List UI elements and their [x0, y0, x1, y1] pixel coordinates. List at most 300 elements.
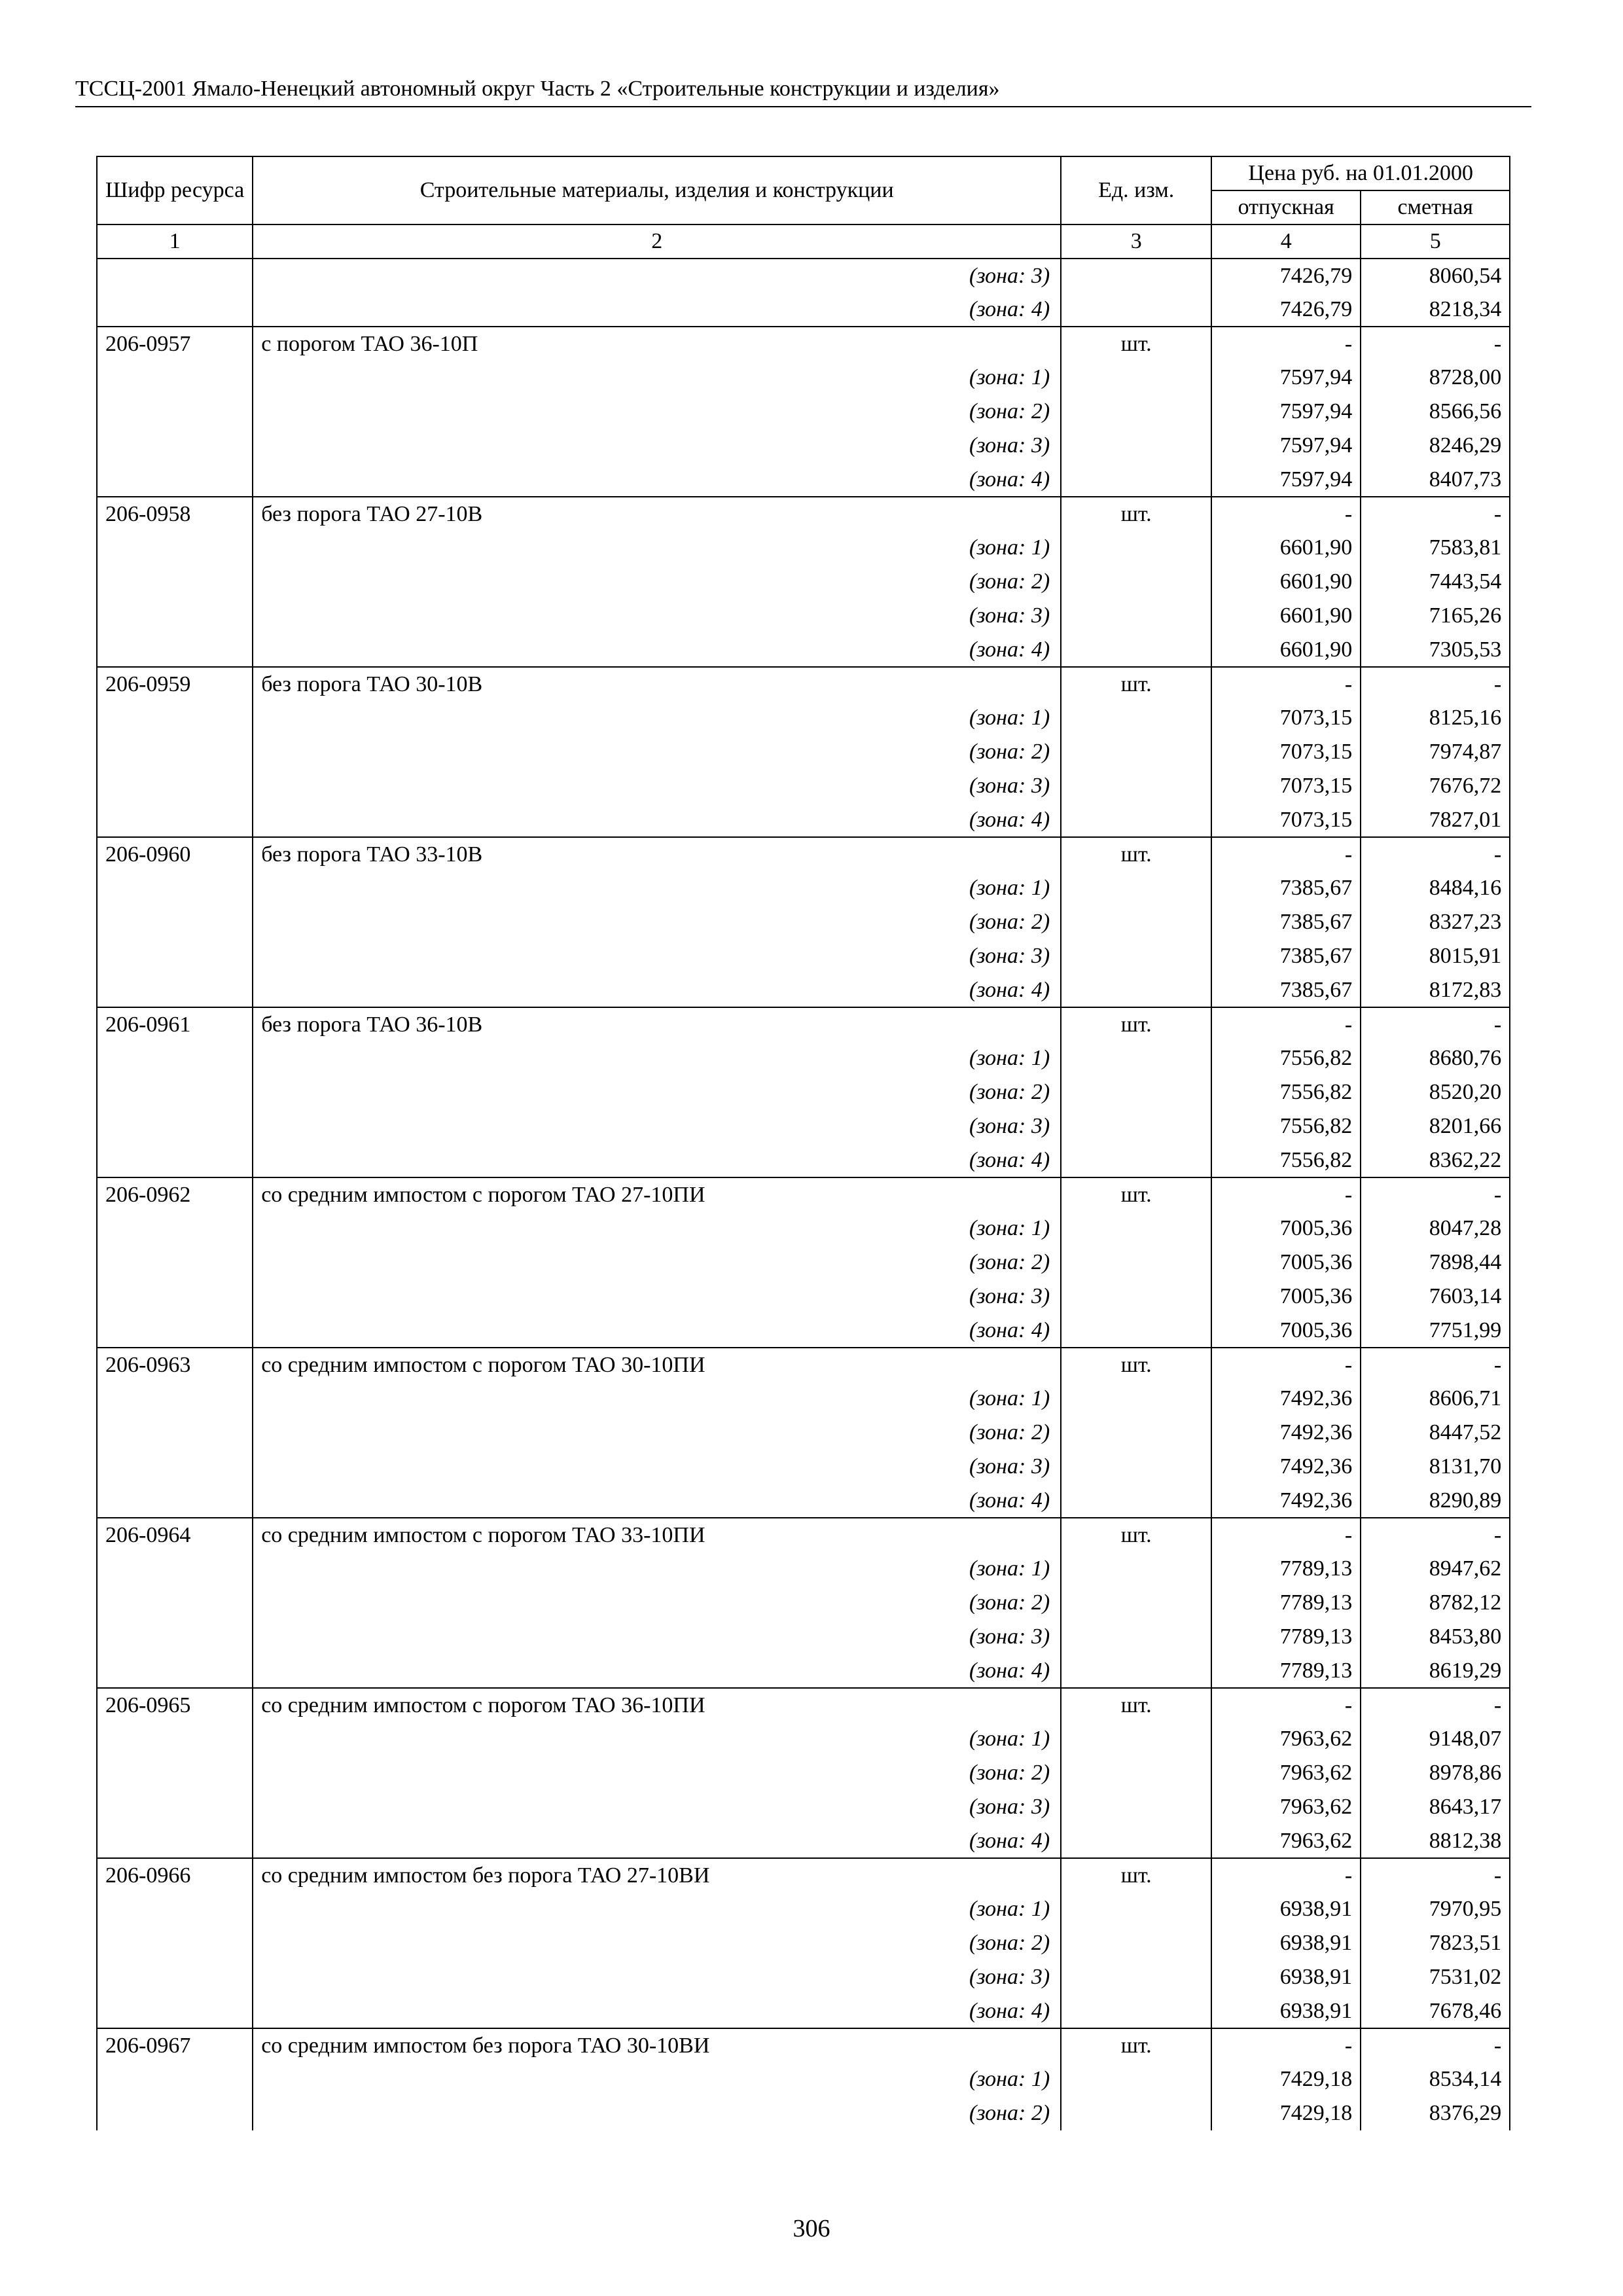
resource-row	[97, 1007, 1510, 1041]
resource-code-cell	[97, 395, 253, 429]
zone-label: (зона: 3)	[253, 769, 1061, 803]
unit-cell	[1061, 1041, 1211, 1075]
estimate-price: 8606,71	[1361, 1382, 1510, 1416]
zone-label: (зона: 2)	[253, 395, 1061, 429]
zone-row	[97, 1756, 1510, 1790]
estimate-price: 8362,22	[1361, 1143, 1510, 1177]
release-price: 7963,62	[1211, 1722, 1361, 1756]
release-price: -	[1211, 1858, 1361, 1892]
release-price: 7789,13	[1211, 1620, 1361, 1654]
unit-cell	[1061, 905, 1211, 939]
resource-code-cell	[97, 1790, 253, 1824]
zone-label: (зона: 2)	[253, 1756, 1061, 1790]
release-price: 7073,15	[1211, 769, 1361, 803]
table-body	[97, 259, 1510, 2130]
zone-label: (зона: 3)	[253, 1620, 1061, 1654]
column-numbers-row	[97, 224, 1510, 259]
unit-cell	[1061, 259, 1211, 293]
zone-row	[97, 293, 1510, 327]
resource-code-cell	[97, 1075, 253, 1109]
unit-cell	[1061, 701, 1211, 735]
estimate-price: -	[1361, 1177, 1510, 1211]
table-header	[97, 156, 1510, 259]
resource-code-cell	[97, 599, 253, 633]
resource-row	[97, 667, 1510, 701]
resource-code-cell	[97, 1620, 253, 1654]
zone-label: (зона: 3)	[253, 1109, 1061, 1143]
release-price: 7963,62	[1211, 1756, 1361, 1790]
zone-row	[97, 1280, 1510, 1314]
header-material: Строительные материалы, изделия и конструкции	[253, 156, 1061, 224]
resource-code-cell	[97, 1280, 253, 1314]
release-price: -	[1211, 1518, 1361, 1552]
zone-label: (зона: 1)	[253, 1382, 1061, 1416]
estimate-price: 8201,66	[1361, 1109, 1510, 1143]
resource-code: 206-0966	[97, 1858, 253, 1892]
release-price: -	[1211, 1177, 1361, 1211]
zone-label: (зона: 4)	[253, 973, 1061, 1007]
zone-label: (зона: 3)	[253, 1450, 1061, 1484]
zone-label: (зона: 4)	[253, 803, 1061, 837]
unit-cell	[1061, 429, 1211, 463]
estimate-price: 8812,38	[1361, 1824, 1510, 1858]
estimate-price: 7603,14	[1361, 1280, 1510, 1314]
resource-row	[97, 1688, 1510, 1722]
resource-code: 206-0960	[97, 837, 253, 871]
estimate-price: 7678,46	[1361, 1994, 1510, 2028]
resource-code-cell	[97, 1246, 253, 1280]
zone-label: (зона: 1)	[253, 1552, 1061, 1586]
release-price: 6938,91	[1211, 1994, 1361, 2028]
zone-row	[97, 769, 1510, 803]
zone-row	[97, 1960, 1510, 1994]
resource-code: 206-0965	[97, 1688, 253, 1722]
zone-label: (зона: 4)	[253, 1824, 1061, 1858]
unit-cell	[1061, 1824, 1211, 1858]
estimate-price: 8125,16	[1361, 701, 1510, 735]
zone-label: (зона: 1)	[253, 701, 1061, 735]
zone-label: (зона: 3)	[253, 599, 1061, 633]
zone-row	[97, 1075, 1510, 1109]
unit-cell	[1061, 565, 1211, 599]
unit-cell	[1061, 1960, 1211, 1994]
resource-row	[97, 327, 1510, 361]
zone-label: (зона: 2)	[253, 1586, 1061, 1620]
unit-cell	[1061, 531, 1211, 565]
unit-cell	[1061, 463, 1211, 497]
unit-cell	[1061, 2096, 1211, 2130]
zone-label: (зона: 2)	[253, 1926, 1061, 1960]
resource-name: со средним импостом с порогом ТАО 36-10ПИ	[253, 1688, 1061, 1722]
zone-label: (зона: 3)	[253, 1280, 1061, 1314]
zone-row	[97, 871, 1510, 905]
estimate-price: 8643,17	[1361, 1790, 1510, 1824]
release-price: 7556,82	[1211, 1109, 1361, 1143]
resource-row	[97, 2028, 1510, 2062]
zone-row	[97, 2096, 1510, 2130]
release-price: 7492,36	[1211, 1484, 1361, 1518]
resource-code-cell	[97, 531, 253, 565]
unit-cell	[1061, 1654, 1211, 1688]
column-number: 1	[97, 224, 253, 259]
resource-unit: шт.	[1061, 1858, 1211, 1892]
column-number: 2	[253, 224, 1061, 259]
resource-code-cell	[97, 973, 253, 1007]
zone-label: (зона: 4)	[253, 1484, 1061, 1518]
release-price: 7492,36	[1211, 1416, 1361, 1450]
unit-cell	[1061, 1620, 1211, 1654]
release-price: 7963,62	[1211, 1824, 1361, 1858]
estimate-price: 8376,29	[1361, 2096, 1510, 2130]
resource-code-cell	[97, 803, 253, 837]
unit-cell	[1061, 293, 1211, 327]
zone-row	[97, 361, 1510, 395]
zone-row	[97, 1109, 1510, 1143]
release-price: 7385,67	[1211, 939, 1361, 973]
zone-row	[97, 1416, 1510, 1450]
resource-code-cell	[97, 1382, 253, 1416]
estimate-price: -	[1361, 1858, 1510, 1892]
zone-label: (зона: 4)	[253, 1654, 1061, 1688]
resource-code-cell	[97, 735, 253, 769]
estimate-price: 8453,80	[1361, 1620, 1510, 1654]
zone-label: (зона: 2)	[253, 735, 1061, 769]
release-price: 6938,91	[1211, 1926, 1361, 1960]
resource-code-cell	[97, 871, 253, 905]
unit-cell	[1061, 1416, 1211, 1450]
resource-code: 206-0967	[97, 2028, 253, 2062]
resource-code: 206-0963	[97, 1348, 253, 1382]
estimate-price: 8327,23	[1361, 905, 1510, 939]
zone-label: (зона: 1)	[253, 871, 1061, 905]
estimate-price: 7827,01	[1361, 803, 1510, 837]
unit-cell	[1061, 1994, 1211, 2028]
zone-label: (зона: 3)	[253, 429, 1061, 463]
resource-code-cell	[97, 905, 253, 939]
unit-cell	[1061, 1382, 1211, 1416]
resource-row	[97, 837, 1510, 871]
estimate-price: 7970,95	[1361, 1892, 1510, 1926]
estimate-price: -	[1361, 497, 1510, 531]
zone-row	[97, 599, 1510, 633]
zone-row	[97, 1586, 1510, 1620]
column-number: 5	[1361, 224, 1510, 259]
estimate-price: 8060,54	[1361, 259, 1510, 293]
release-price: -	[1211, 1007, 1361, 1041]
resource-code-cell	[97, 1450, 253, 1484]
unit-cell	[1061, 361, 1211, 395]
release-price: 6601,90	[1211, 633, 1361, 667]
estimate-price: -	[1361, 1348, 1510, 1382]
estimate-price: 8131,70	[1361, 1450, 1510, 1484]
estimate-price: 7583,81	[1361, 531, 1510, 565]
estimate-price: 7823,51	[1361, 1926, 1510, 1960]
release-price: 6938,91	[1211, 1960, 1361, 1994]
unit-cell	[1061, 1756, 1211, 1790]
zone-row	[97, 1892, 1510, 1926]
estimate-price: 8520,20	[1361, 1075, 1510, 1109]
resource-name: со средним импостом без порога ТАО 27-10ВИ	[253, 1858, 1061, 1892]
release-price: 7385,67	[1211, 905, 1361, 939]
resource-code-cell	[97, 259, 253, 293]
estimate-price: 8290,89	[1361, 1484, 1510, 1518]
resource-unit: шт.	[1061, 1177, 1211, 1211]
zone-row	[97, 939, 1510, 973]
resource-code-cell	[97, 2062, 253, 2096]
estimate-price: 7305,53	[1361, 633, 1510, 667]
unit-cell	[1061, 1109, 1211, 1143]
estimate-price: 8484,16	[1361, 871, 1510, 905]
release-price: 7005,36	[1211, 1314, 1361, 1348]
zone-row	[97, 905, 1510, 939]
unit-cell	[1061, 633, 1211, 667]
unit-cell	[1061, 1586, 1211, 1620]
unit-cell	[1061, 599, 1211, 633]
unit-cell	[1061, 1143, 1211, 1177]
unit-cell	[1061, 1790, 1211, 1824]
resource-row	[97, 1177, 1510, 1211]
header-unit: Ед. изм.	[1061, 156, 1211, 224]
zone-row	[97, 1382, 1510, 1416]
estimate-price: 8407,73	[1361, 463, 1510, 497]
unit-cell	[1061, 939, 1211, 973]
resource-unit: шт.	[1061, 667, 1211, 701]
release-price: 7073,15	[1211, 701, 1361, 735]
running-header: ТССЦ-2001 Ямало-Ненецкий автономный округ Часть 2 «Строительные конструкции и изделия»	[75, 77, 1000, 101]
unit-cell	[1061, 1314, 1211, 1348]
release-price: 7597,94	[1211, 429, 1361, 463]
resource-code-cell	[97, 2096, 253, 2130]
release-price: 7426,79	[1211, 293, 1361, 327]
unit-cell	[1061, 735, 1211, 769]
unit-cell	[1061, 871, 1211, 905]
resource-name: без порога ТАО 33-10В	[253, 837, 1061, 871]
release-price: 7385,67	[1211, 973, 1361, 1007]
zone-row	[97, 1620, 1510, 1654]
resource-name: со средним импостом с порогом ТАО 33-10ПИ	[253, 1518, 1061, 1552]
resource-code-cell	[97, 1926, 253, 1960]
estimate-price: 8047,28	[1361, 1211, 1510, 1246]
resource-name: со средним импостом с порогом ТАО 27-10ПИ	[253, 1177, 1061, 1211]
release-price: 6938,91	[1211, 1892, 1361, 1926]
zone-label: (зона: 2)	[253, 2096, 1061, 2130]
estimate-price: 8246,29	[1361, 429, 1510, 463]
resource-name: без порога ТАО 27-10В	[253, 497, 1061, 531]
header-release-price: отпускная	[1211, 190, 1361, 224]
resource-unit: шт.	[1061, 1518, 1211, 1552]
price-table	[96, 156, 1510, 2130]
unit-cell	[1061, 769, 1211, 803]
estimate-price: 7531,02	[1361, 1960, 1510, 1994]
resource-name: без порога ТАО 30-10В	[253, 667, 1061, 701]
resource-code-cell	[97, 1756, 253, 1790]
zone-row	[97, 1211, 1510, 1246]
estimate-price: 8680,76	[1361, 1041, 1510, 1075]
resource-code: 206-0962	[97, 1177, 253, 1211]
zone-row	[97, 1246, 1510, 1280]
zone-label: (зона: 1)	[253, 361, 1061, 395]
zone-label: (зона: 4)	[253, 1314, 1061, 1348]
release-price: 7429,18	[1211, 2062, 1361, 2096]
unit-cell	[1061, 803, 1211, 837]
estimate-price: 7898,44	[1361, 1246, 1510, 1280]
zone-label: (зона: 2)	[253, 1416, 1061, 1450]
zone-label: (зона: 3)	[253, 1960, 1061, 1994]
resource-name: без порога ТАО 36-10В	[253, 1007, 1061, 1041]
resource-code-cell	[97, 1994, 253, 2028]
zone-row	[97, 701, 1510, 735]
resource-code-cell	[97, 1824, 253, 1858]
zone-row	[97, 1143, 1510, 1177]
resource-row	[97, 497, 1510, 531]
release-price: 7005,36	[1211, 1280, 1361, 1314]
estimate-price: 8015,91	[1361, 939, 1510, 973]
zone-label: (зона: 3)	[253, 1790, 1061, 1824]
release-price: 7556,82	[1211, 1143, 1361, 1177]
estimate-price: 8218,34	[1361, 293, 1510, 327]
resource-name: с порогом ТАО 36-10П	[253, 327, 1061, 361]
resource-code-cell	[97, 429, 253, 463]
zone-label: (зона: 2)	[253, 1246, 1061, 1280]
resource-name: со средним импостом с порогом ТАО 30-10ПИ	[253, 1348, 1061, 1382]
release-price: 7789,13	[1211, 1552, 1361, 1586]
zone-label: (зона: 2)	[253, 565, 1061, 599]
zone-row	[97, 429, 1510, 463]
header-rule	[75, 106, 1531, 107]
release-price: -	[1211, 327, 1361, 361]
zone-label: (зона: 4)	[253, 1994, 1061, 2028]
zone-row	[97, 633, 1510, 667]
zone-row	[97, 1654, 1510, 1688]
resource-code-cell	[97, 939, 253, 973]
release-price: -	[1211, 667, 1361, 701]
zone-row	[97, 1790, 1510, 1824]
resource-code-cell	[97, 565, 253, 599]
estimate-price: 8172,83	[1361, 973, 1510, 1007]
resource-code: 206-0957	[97, 327, 253, 361]
release-price: 7556,82	[1211, 1041, 1361, 1075]
release-price: 7385,67	[1211, 871, 1361, 905]
release-price: 7789,13	[1211, 1586, 1361, 1620]
resource-code: 206-0959	[97, 667, 253, 701]
resource-code-cell	[97, 1416, 253, 1450]
release-price: 7005,36	[1211, 1246, 1361, 1280]
estimate-price: 8619,29	[1361, 1654, 1510, 1688]
resource-unit: шт.	[1061, 1688, 1211, 1722]
header-price-group: Цена руб. на 01.01.2000	[1211, 156, 1510, 190]
unit-cell	[1061, 973, 1211, 1007]
resource-unit: шт.	[1061, 1007, 1211, 1041]
resource-unit: шт.	[1061, 1348, 1211, 1382]
zone-row	[97, 1824, 1510, 1858]
zone-label: (зона: 2)	[253, 1075, 1061, 1109]
header-estimate-price: сметная	[1361, 190, 1510, 224]
estimate-price: 8534,14	[1361, 2062, 1510, 2096]
resource-code-cell	[97, 293, 253, 327]
release-price: -	[1211, 1348, 1361, 1382]
resource-code-cell	[97, 1484, 253, 1518]
estimate-price: -	[1361, 2028, 1510, 2062]
release-price: 7492,36	[1211, 1382, 1361, 1416]
resource-row	[97, 1348, 1510, 1382]
estimate-price: 8447,52	[1361, 1416, 1510, 1450]
unit-cell	[1061, 1722, 1211, 1756]
zone-row	[97, 973, 1510, 1007]
unit-cell	[1061, 1211, 1211, 1246]
estimate-price: 7974,87	[1361, 735, 1510, 769]
zone-label: (зона: 3)	[253, 939, 1061, 973]
estimate-price: 8728,00	[1361, 361, 1510, 395]
resource-code-cell	[97, 361, 253, 395]
zone-row	[97, 1484, 1510, 1518]
unit-cell	[1061, 1280, 1211, 1314]
resource-code: 206-0964	[97, 1518, 253, 1552]
zone-label: (зона: 1)	[253, 1041, 1061, 1075]
zone-label: (зона: 1)	[253, 1892, 1061, 1926]
release-price: -	[1211, 1688, 1361, 1722]
zone-row	[97, 1450, 1510, 1484]
estimate-price: -	[1361, 837, 1510, 871]
estimate-price: 7443,54	[1361, 565, 1510, 599]
resource-code: 206-0961	[97, 1007, 253, 1041]
release-price: 7597,94	[1211, 463, 1361, 497]
release-price: -	[1211, 497, 1361, 531]
unit-cell	[1061, 1892, 1211, 1926]
estimate-price: -	[1361, 327, 1510, 361]
estimate-price: 7676,72	[1361, 769, 1510, 803]
zone-row	[97, 1722, 1510, 1756]
zone-row	[97, 1041, 1510, 1075]
zone-label: (зона: 3)	[253, 259, 1061, 293]
unit-cell	[1061, 395, 1211, 429]
resource-unit: шт.	[1061, 2028, 1211, 2062]
zone-row	[97, 565, 1510, 599]
zone-label: (зона: 4)	[253, 633, 1061, 667]
resource-row	[97, 1858, 1510, 1892]
zone-row	[97, 395, 1510, 429]
unit-cell	[1061, 1075, 1211, 1109]
zone-label: (зона: 1)	[253, 531, 1061, 565]
estimate-price: 8978,86	[1361, 1756, 1510, 1790]
zone-row	[97, 1314, 1510, 1348]
release-price: 7005,36	[1211, 1211, 1361, 1246]
estimate-price: -	[1361, 1518, 1510, 1552]
resource-code-cell	[97, 463, 253, 497]
release-price: -	[1211, 2028, 1361, 2062]
release-price: 7073,15	[1211, 803, 1361, 837]
estimate-price: -	[1361, 1007, 1510, 1041]
resource-unit: шт.	[1061, 497, 1211, 531]
resource-code-cell	[97, 1041, 253, 1075]
zone-row	[97, 735, 1510, 769]
zone-row	[97, 1552, 1510, 1586]
zone-label: (зона: 2)	[253, 905, 1061, 939]
resource-unit: шт.	[1061, 327, 1211, 361]
resource-code-cell	[97, 1552, 253, 1586]
resource-row	[97, 1518, 1510, 1552]
zone-label: (зона: 4)	[253, 293, 1061, 327]
unit-cell	[1061, 1484, 1211, 1518]
zone-label: (зона: 4)	[253, 1143, 1061, 1177]
resource-code-cell	[97, 1109, 253, 1143]
estimate-price: 7165,26	[1361, 599, 1510, 633]
resource-code-cell	[97, 1654, 253, 1688]
unit-cell	[1061, 1552, 1211, 1586]
release-price: 7963,62	[1211, 1790, 1361, 1824]
zone-label: (зона: 1)	[253, 2062, 1061, 2096]
resource-code-cell	[97, 1586, 253, 1620]
release-price: 6601,90	[1211, 531, 1361, 565]
